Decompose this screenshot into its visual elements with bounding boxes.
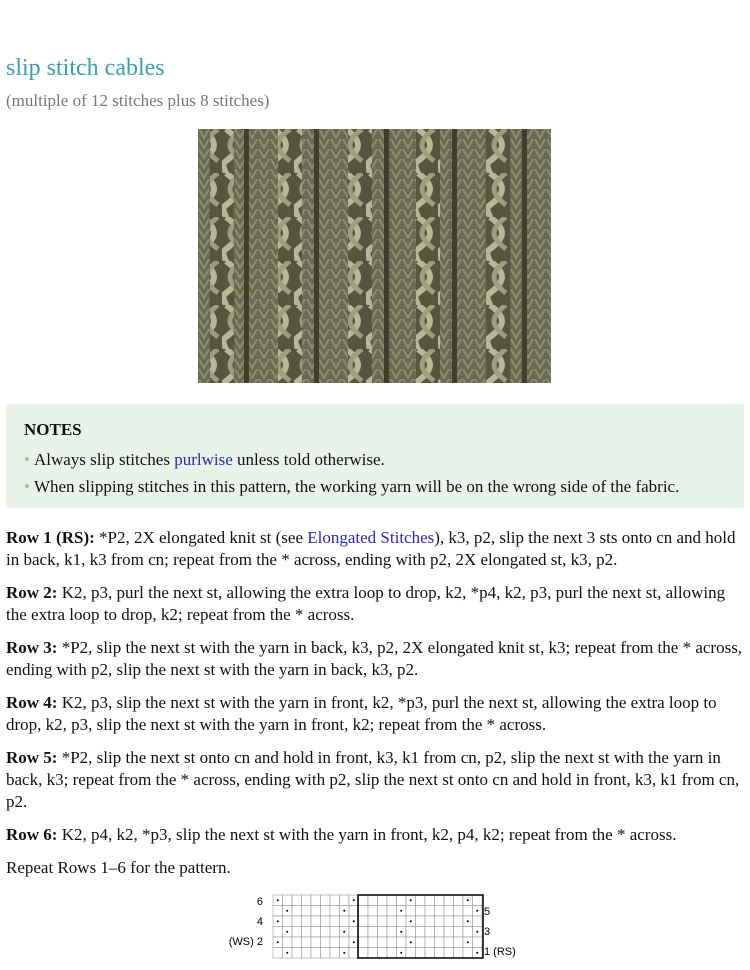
bullet-icon: • [24,477,30,496]
chart-cell [311,937,321,948]
chart-cell [473,916,483,927]
purl-dot [343,910,345,912]
page-title: slip stitch cables [6,55,165,81]
chart-cell [321,927,331,938]
chart-label-row2: (WS) 2 [228,936,263,948]
chart-cell [454,906,464,917]
chart-cell [425,937,435,948]
chart-cell [302,916,312,927]
purl-dot [476,931,478,933]
chart-cell [368,895,378,906]
chart-grid [273,895,482,958]
chart-cell [454,948,464,959]
chart-cell [273,948,283,959]
chart-cell [416,927,426,938]
row-5: Row 5: *P2, slip the next st onto cn and hold in front, k3, k1 from cn, p2, slip the next st with the yarn in back, k3; repeat from the * across, ending with p2, slip the next st onto cn and hold in front, k3, k1 from cn, p2. [6,748,740,811]
chart-cell [435,937,445,948]
chart-cell [330,895,340,906]
chart-cell [378,927,388,938]
chart-cell [416,906,426,917]
chart-cell [416,916,426,927]
chart-cell [349,948,359,959]
notes-heading: NOTES [24,420,82,439]
chart-cell [378,895,388,906]
chart-cell [454,927,464,938]
note-item: • When slipping stitches in this pattern, the working yarn will be on the wrong side of the fabric. [24,477,680,496]
chart-cell [330,906,340,917]
chart-cell [435,927,445,938]
chart-cell [292,927,302,938]
chart-cell [340,916,350,927]
purl-dot [353,941,355,943]
row-label: Row 3: [6,638,58,657]
chart-label-row6: 6 [256,896,263,908]
chart-cell [368,927,378,938]
chart-cell [406,927,416,938]
stitch-chart [228,890,528,965]
chart-cell [387,906,397,917]
chart-cell [406,906,416,917]
chart-cell [292,937,302,948]
chart-cell [416,948,426,959]
chart-cell [454,916,464,927]
chart-cell [397,937,407,948]
chart-cell [473,895,483,906]
chart-cell [330,927,340,938]
chart-cell [444,895,454,906]
chart-cell [435,906,445,917]
chart-cell [321,916,331,927]
chart-cell [368,906,378,917]
chart-cell [425,906,435,917]
chart-label-row1: 1 (RS) [484,946,516,958]
chart-cell [273,927,283,938]
chart-cell [387,927,397,938]
purl-dot [286,910,288,912]
row-label: Row 2: [6,583,58,602]
chart-cell [349,927,359,938]
purl-dot [410,920,412,922]
repeat-note: Repeat Rows 1–6 for the pattern. [6,858,231,877]
chart-cell [302,937,312,948]
chart-cell [292,948,302,959]
stitch-multiple: (multiple of 12 stitches plus 8 stitches) [6,91,270,110]
pattern-instructions [6,527,746,890]
purl-dot [476,910,478,912]
purl-dot [476,952,478,954]
chart-cell [444,937,454,948]
note-item: • Always slip stitches purlwise unless told otherwise. [24,450,385,469]
chart-cell [387,916,397,927]
chart-cell [387,895,397,906]
chart-cell [435,895,445,906]
chart-label-row5: 5 [484,906,491,918]
chart-cell [463,906,473,917]
chart-cell [387,948,397,959]
purl-dot [277,941,279,943]
purl-dot [410,899,412,901]
chart-cell [444,916,454,927]
row-4: Row 4: K2, p3, slip the next st with the yarn in front, k2, *p3, purl the next st, allowing the extra loop to drop, k2, p3, slip the next st with the yarn in front, k2; repeat from the * across. [6,693,717,734]
chart-cell [435,948,445,959]
purl-dot [467,920,469,922]
chart-label-row4: 4 [256,916,263,928]
chart-cell [273,906,283,917]
chart-cell [311,916,321,927]
purl-dot [277,899,279,901]
chart-cell [340,937,350,948]
purl-dot [353,920,355,922]
chart-cell [368,916,378,927]
purl-dot [286,952,288,954]
chart-cell [425,948,435,959]
chart-cell [473,937,483,948]
notes-list [24,446,744,500]
chart-cell [302,948,312,959]
row-label: Row 1 (RS): [6,528,95,547]
chart-cell [397,916,407,927]
chart-cell [435,916,445,927]
purl-dot [410,941,412,943]
chart-cell [359,937,369,948]
chart-cell [416,895,426,906]
purl-dot [400,952,402,954]
chart-cell [387,937,397,948]
chart-cell [378,916,388,927]
chart-cell [311,927,321,938]
chart-cell [368,937,378,948]
chart-cell [359,916,369,927]
chart-cell [359,895,369,906]
chart-cell [368,948,378,959]
chart-cell [378,948,388,959]
bullet-icon: • [24,450,30,469]
chart-cell [425,916,435,927]
row-3: Row 3: *P2, slip the next st with the yarn in back, k3, p2, 2X elongated knit st, k3; repeat from the * across, ending with p2, slip the next st with the yarn in back, k3, p2. [6,638,743,679]
purl-dot [467,941,469,943]
chart-cell [463,927,473,938]
chart-label-row3: 3 [484,926,491,938]
chart-cell [444,948,454,959]
elongated-stitches-link[interactable]: Elongated Stitches [307,528,435,547]
chart-cell [311,906,321,917]
chart-cell [330,948,340,959]
chart-cell [283,895,293,906]
chart-cell [359,927,369,938]
chart-cell [425,895,435,906]
row-1: Row 1 (RS): *P2, 2X elongated knit st (see Elongated Stitches), k3, p2, slip the next 3 sts onto cn and hold in back, k1, k3 from cn; repeat from the * across, ending with p2, 2X elongated st, k3, p2. [6,528,736,569]
purl-dot [286,931,288,933]
purl-dot [277,920,279,922]
chart-cell [321,948,331,959]
chart-cell [292,916,302,927]
cable-knit-illustration [198,129,551,383]
chart-cell [292,906,302,917]
chart-cell [292,895,302,906]
chart-cell [397,895,407,906]
chart-cell [378,937,388,948]
row-6: Row 6: K2, p4, k2, *p3, slip the next st with the yarn in front, k2, p4, k2; repeat from the * across. [6,825,677,844]
chart-cell [330,937,340,948]
chart-cell [302,927,312,938]
chart-cell [454,895,464,906]
chart-cell [463,948,473,959]
row-label: Row 5: [6,748,58,767]
chart-cell [359,906,369,917]
purl-dot [343,952,345,954]
chart-cell [302,906,312,917]
chart-cell [321,906,331,917]
notes-box [6,404,744,508]
chart-cell [349,906,359,917]
chart-cell [302,895,312,906]
purl-dot [467,899,469,901]
chart-cell [311,948,321,959]
chart-cell [283,916,293,927]
chart-cell [425,927,435,938]
chart-cell [330,916,340,927]
chart-cell [416,937,426,948]
row-label: Row 4: [6,693,58,712]
swatch-photo [198,129,551,383]
chart-cell [283,937,293,948]
chart-cell [321,937,331,948]
purlwise-link[interactable]: purlwise [174,450,233,469]
chart-cell [444,906,454,917]
chart-cell [406,948,416,959]
chart-cell [321,895,331,906]
row-2: Row 2: K2, p3, purl the next st, allowing the extra loop to drop, k2, *p4, k2, p3, purl the next st, allowing the extra loop to drop, k2; repeat from the * across. [6,583,726,624]
purl-dot [400,910,402,912]
chart-cell [444,927,454,938]
row-label: Row 6: [6,825,58,844]
chart-cell [340,895,350,906]
purl-dot [400,931,402,933]
chart-cell [454,937,464,948]
chart-cell [359,948,369,959]
purl-dot [343,931,345,933]
purl-dot [353,899,355,901]
chart-cell [311,895,321,906]
chart-cell [378,906,388,917]
